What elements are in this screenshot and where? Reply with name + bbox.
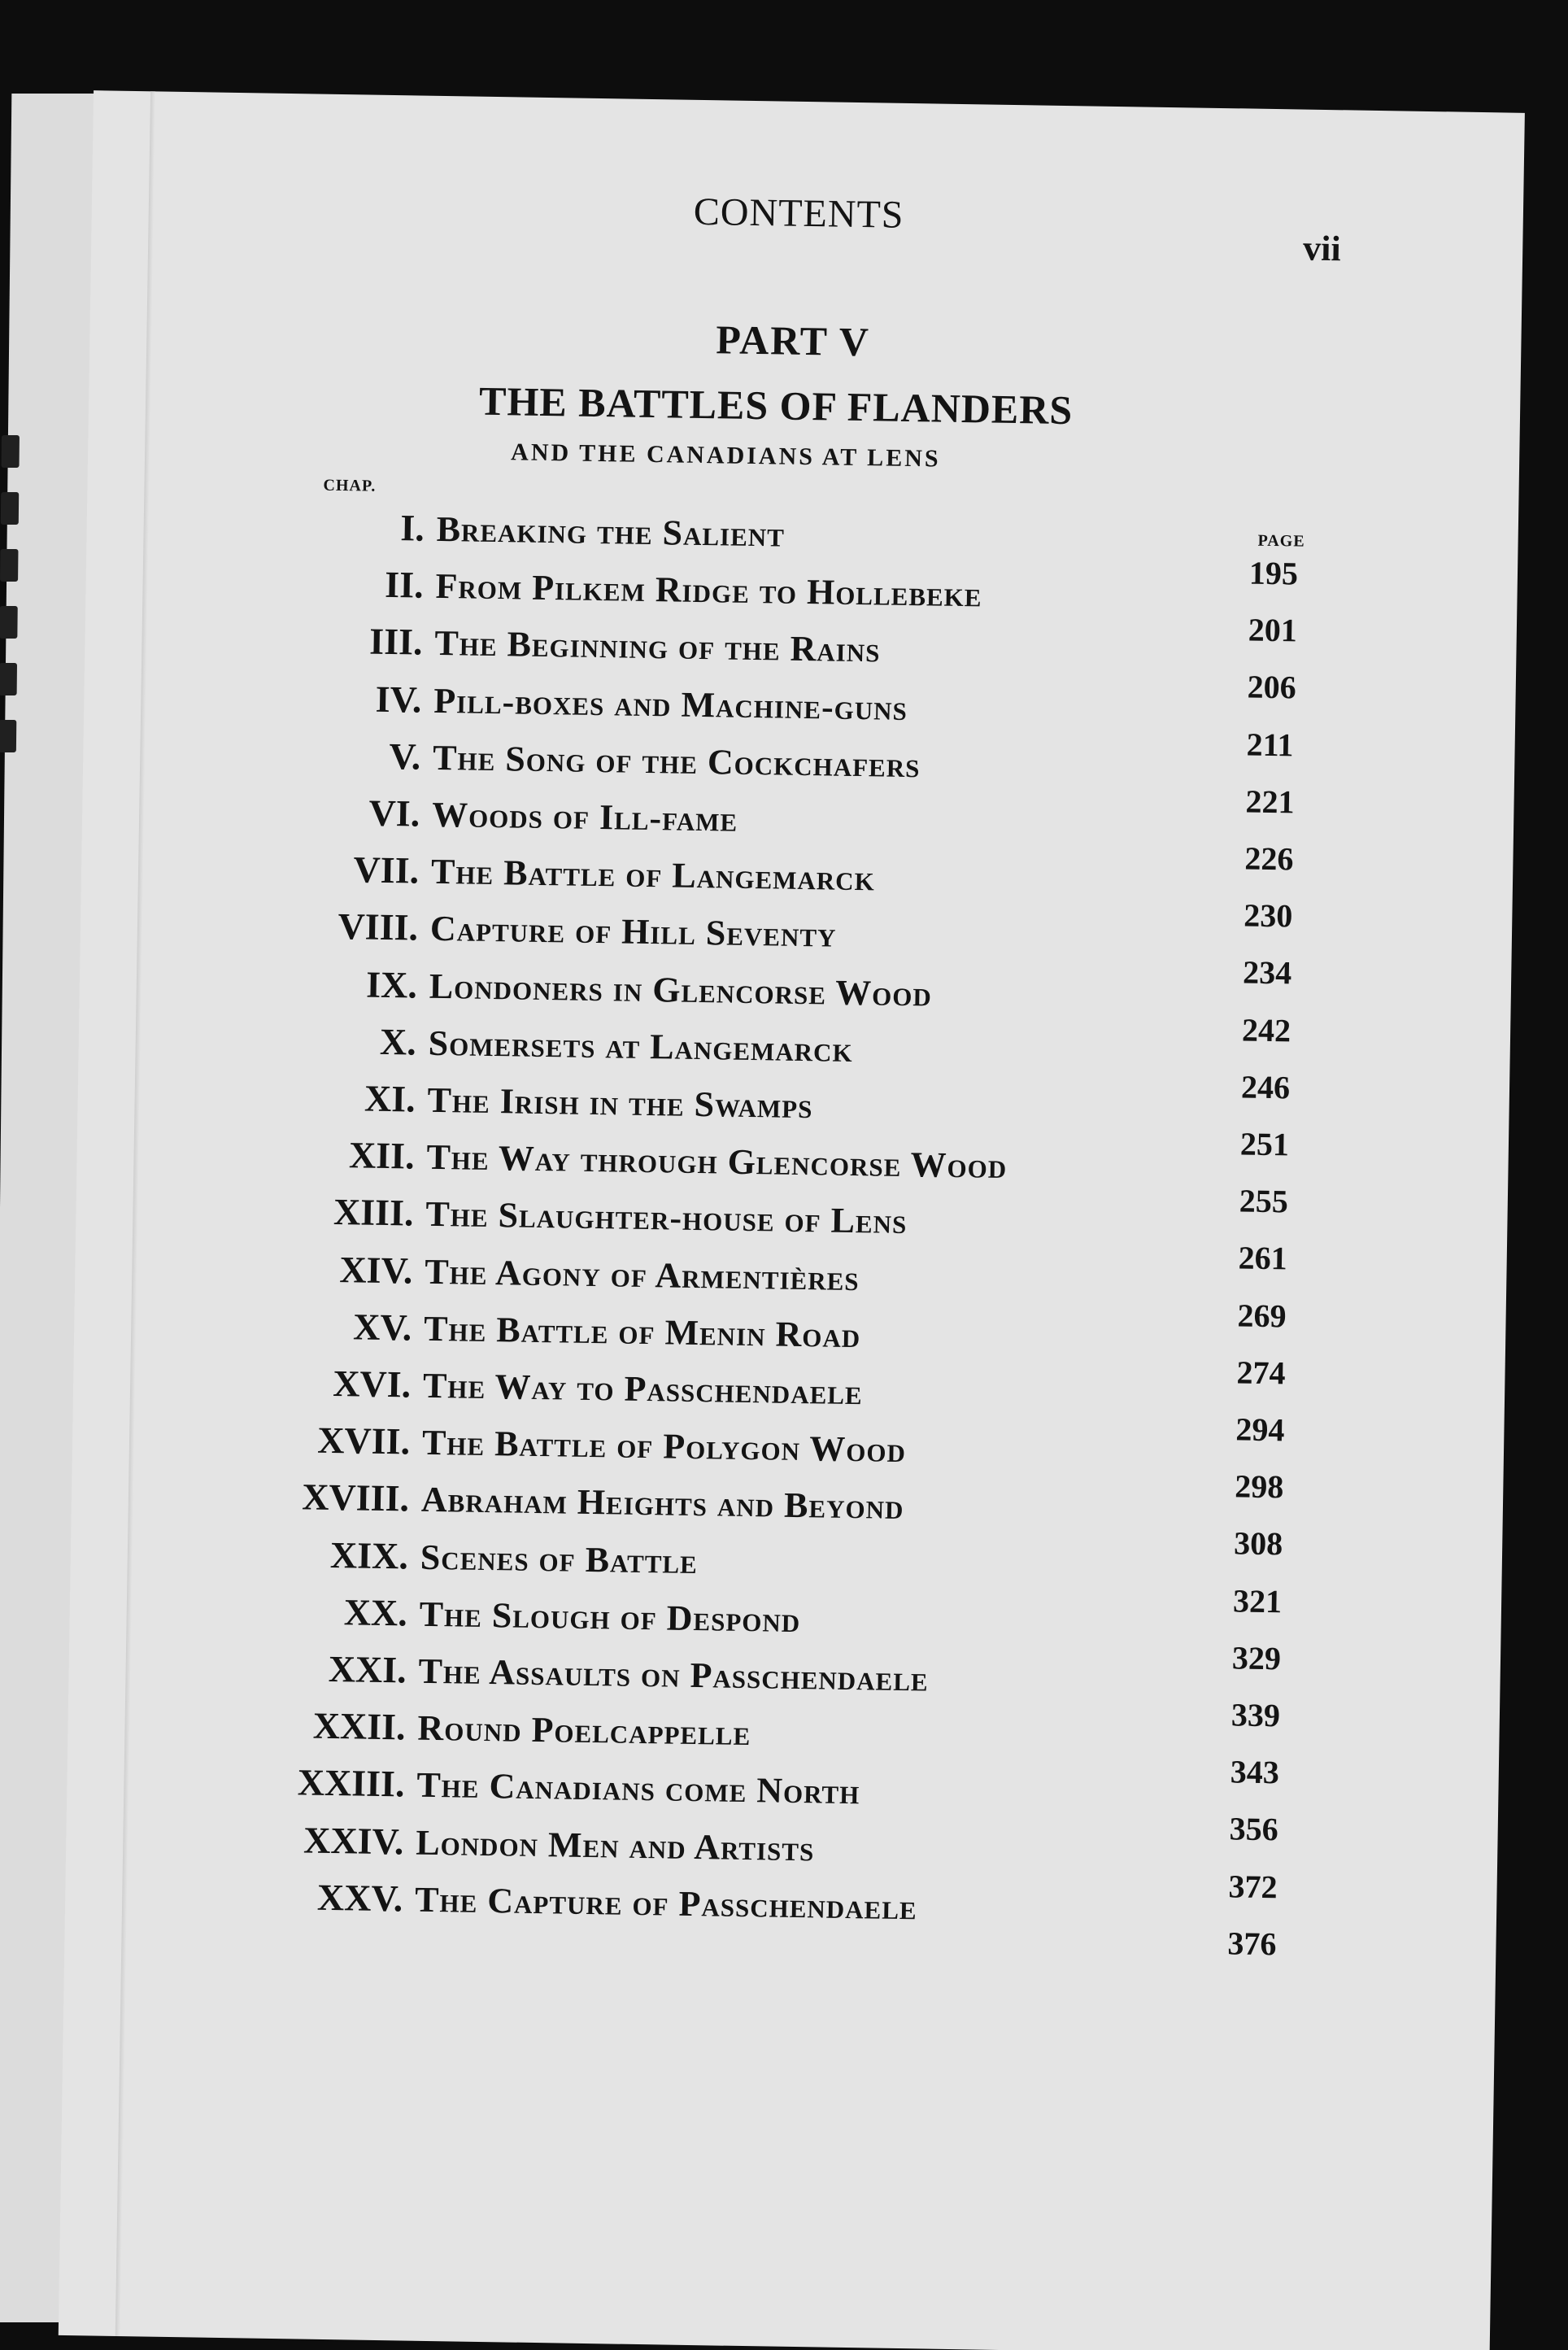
- chapter-number: XXV.: [316, 1876, 403, 1920]
- chapter-page-number: 298: [1234, 1467, 1284, 1506]
- chapter-number: VII.: [353, 848, 420, 892]
- chapter-number: VIII.: [338, 905, 419, 948]
- chapter-number: V.: [389, 735, 421, 778]
- contents-page: [59, 90, 1525, 2350]
- chapter-number: I.: [399, 507, 425, 549]
- chapter-number: IV.: [375, 678, 422, 721]
- chapter-number: IX.: [365, 963, 418, 1006]
- chapter-page-number: 308: [1233, 1524, 1283, 1563]
- chapter-title: The Song of the Cockchafers: [432, 737, 921, 786]
- chapter-title: London Men and Artists: [415, 1822, 815, 1868]
- chapter-title: Woods of Ill-fame: [431, 794, 738, 839]
- chapter-number: XX.: [343, 1591, 408, 1634]
- chapter-page-number: 321: [1232, 1582, 1283, 1620]
- chapter-page-number: 343: [1230, 1753, 1280, 1791]
- chapter-page-number: 246: [1240, 1068, 1291, 1106]
- chapter-page-number: 274: [1236, 1354, 1286, 1392]
- page-column-label: PAGE: [1257, 531, 1305, 551]
- chapter-title: The Battle of Langemarck: [430, 852, 876, 899]
- chapter-number: XVII.: [316, 1419, 411, 1463]
- chapter-page-number: 221: [1245, 783, 1295, 821]
- cropped-glyph: [0, 663, 17, 695]
- cropped-glyph: [1, 492, 19, 525]
- chapter-page-number: 269: [1237, 1297, 1287, 1334]
- chapter-page-number: 226: [1244, 839, 1294, 878]
- page-number: vii: [1302, 228, 1342, 269]
- chapter-title: The Agony of Armentières: [424, 1251, 860, 1298]
- chapter-title: Capture of Hill Seventy: [429, 909, 837, 956]
- chapter-number: XV.: [352, 1306, 412, 1349]
- cropped-glyph: [0, 606, 18, 639]
- chapter-page-number: 329: [1231, 1639, 1282, 1677]
- chapter-title: Londoners in Glencorse Wood: [429, 966, 933, 1014]
- chapter-title: The Capture of Passchendaele: [414, 1879, 918, 1928]
- chapter-page-number: 294: [1235, 1410, 1285, 1449]
- chapter-number: XII.: [348, 1134, 415, 1177]
- chapter-title: Pill-boxes and Machine-guns: [433, 680, 908, 728]
- chapter-title: The Irish in the Swamps: [427, 1079, 813, 1127]
- cropped-glyph: [2, 435, 20, 468]
- chapter-page-number: 376: [1227, 1925, 1277, 1963]
- chapter-title: The Battle of Polygon Wood: [421, 1422, 907, 1471]
- chapter-number: XXIV.: [303, 1819, 404, 1863]
- chapter-page-number: 230: [1244, 896, 1293, 935]
- chapter-number: III.: [368, 620, 423, 664]
- chapter-title: Abraham Heights and Beyond: [420, 1480, 904, 1528]
- cropped-glyph: [0, 549, 18, 582]
- cropped-glyph: [0, 720, 16, 752]
- chapter-number: XXIII.: [297, 1761, 405, 1805]
- chapter-column-label: CHAP.: [323, 476, 377, 495]
- chapter-title: The Assaults on Passchendaele: [418, 1650, 930, 1699]
- chapter-number: XI.: [364, 1077, 416, 1120]
- chapter-number: XIII.: [333, 1191, 414, 1234]
- chapter-number: XVI.: [332, 1362, 412, 1406]
- part-title: PART V: [715, 316, 871, 365]
- section-subtitle: AND THE CANADIANS AT LENS: [510, 438, 941, 473]
- chapter-page-number: 242: [1241, 1011, 1291, 1049]
- chapter-title: Round Poelcappelle: [417, 1707, 751, 1754]
- running-head: CONTENTS: [693, 190, 904, 237]
- chapter-title: The Beginning of the Rains: [434, 623, 881, 670]
- chapter-number: XXII.: [312, 1704, 406, 1748]
- chapter-page-number: 356: [1229, 1810, 1279, 1848]
- chapter-number: II.: [384, 564, 425, 606]
- chapter-title: The Way through Glencorse Wood: [426, 1136, 1008, 1187]
- chapter-page-number: 234: [1242, 953, 1292, 992]
- chapter-title: Somersets at Langemarck: [428, 1022, 854, 1070]
- chapter-number: X.: [379, 1020, 417, 1063]
- chapter-title: The Slaughter-house of Lens: [425, 1194, 908, 1242]
- chapter-number: XXI.: [328, 1647, 407, 1691]
- section-title: THE BATTLES OF FLANDERS: [478, 377, 1074, 434]
- chapter-title: The Way to Passchendaele: [422, 1365, 864, 1413]
- chapter-number: XIX.: [329, 1533, 409, 1577]
- chapter-title: The Slough of Despond: [419, 1594, 801, 1640]
- chapter-page-number: 211: [1246, 726, 1294, 764]
- chapter-title: The Battle of Menin Road: [423, 1308, 861, 1355]
- chapter-page-number: 372: [1228, 1867, 1278, 1905]
- chapter-page-number: 261: [1238, 1239, 1288, 1277]
- chapter-title: From Pilkem Ridge to Hollebeke: [435, 566, 982, 615]
- chapter-title: Breaking the Salient: [436, 508, 786, 555]
- chapter-title: The Canadians come North: [416, 1765, 860, 1812]
- chapter-page-number: 201: [1248, 611, 1298, 649]
- chapter-page-number: 195: [1248, 554, 1299, 592]
- chapter-page-number: 206: [1247, 668, 1297, 706]
- chapter-page-number: 339: [1230, 1696, 1281, 1734]
- chapter-title: Scenes of Battle: [420, 1537, 699, 1581]
- chapter-page-number: 251: [1239, 1125, 1290, 1163]
- chapter-page-number: 255: [1239, 1182, 1289, 1220]
- chapter-number: XIV.: [339, 1248, 413, 1292]
- chapter-number: VI.: [368, 791, 420, 835]
- chapter-number: XVIII.: [301, 1476, 410, 1519]
- table-of-contents: [59, 90, 1525, 2350]
